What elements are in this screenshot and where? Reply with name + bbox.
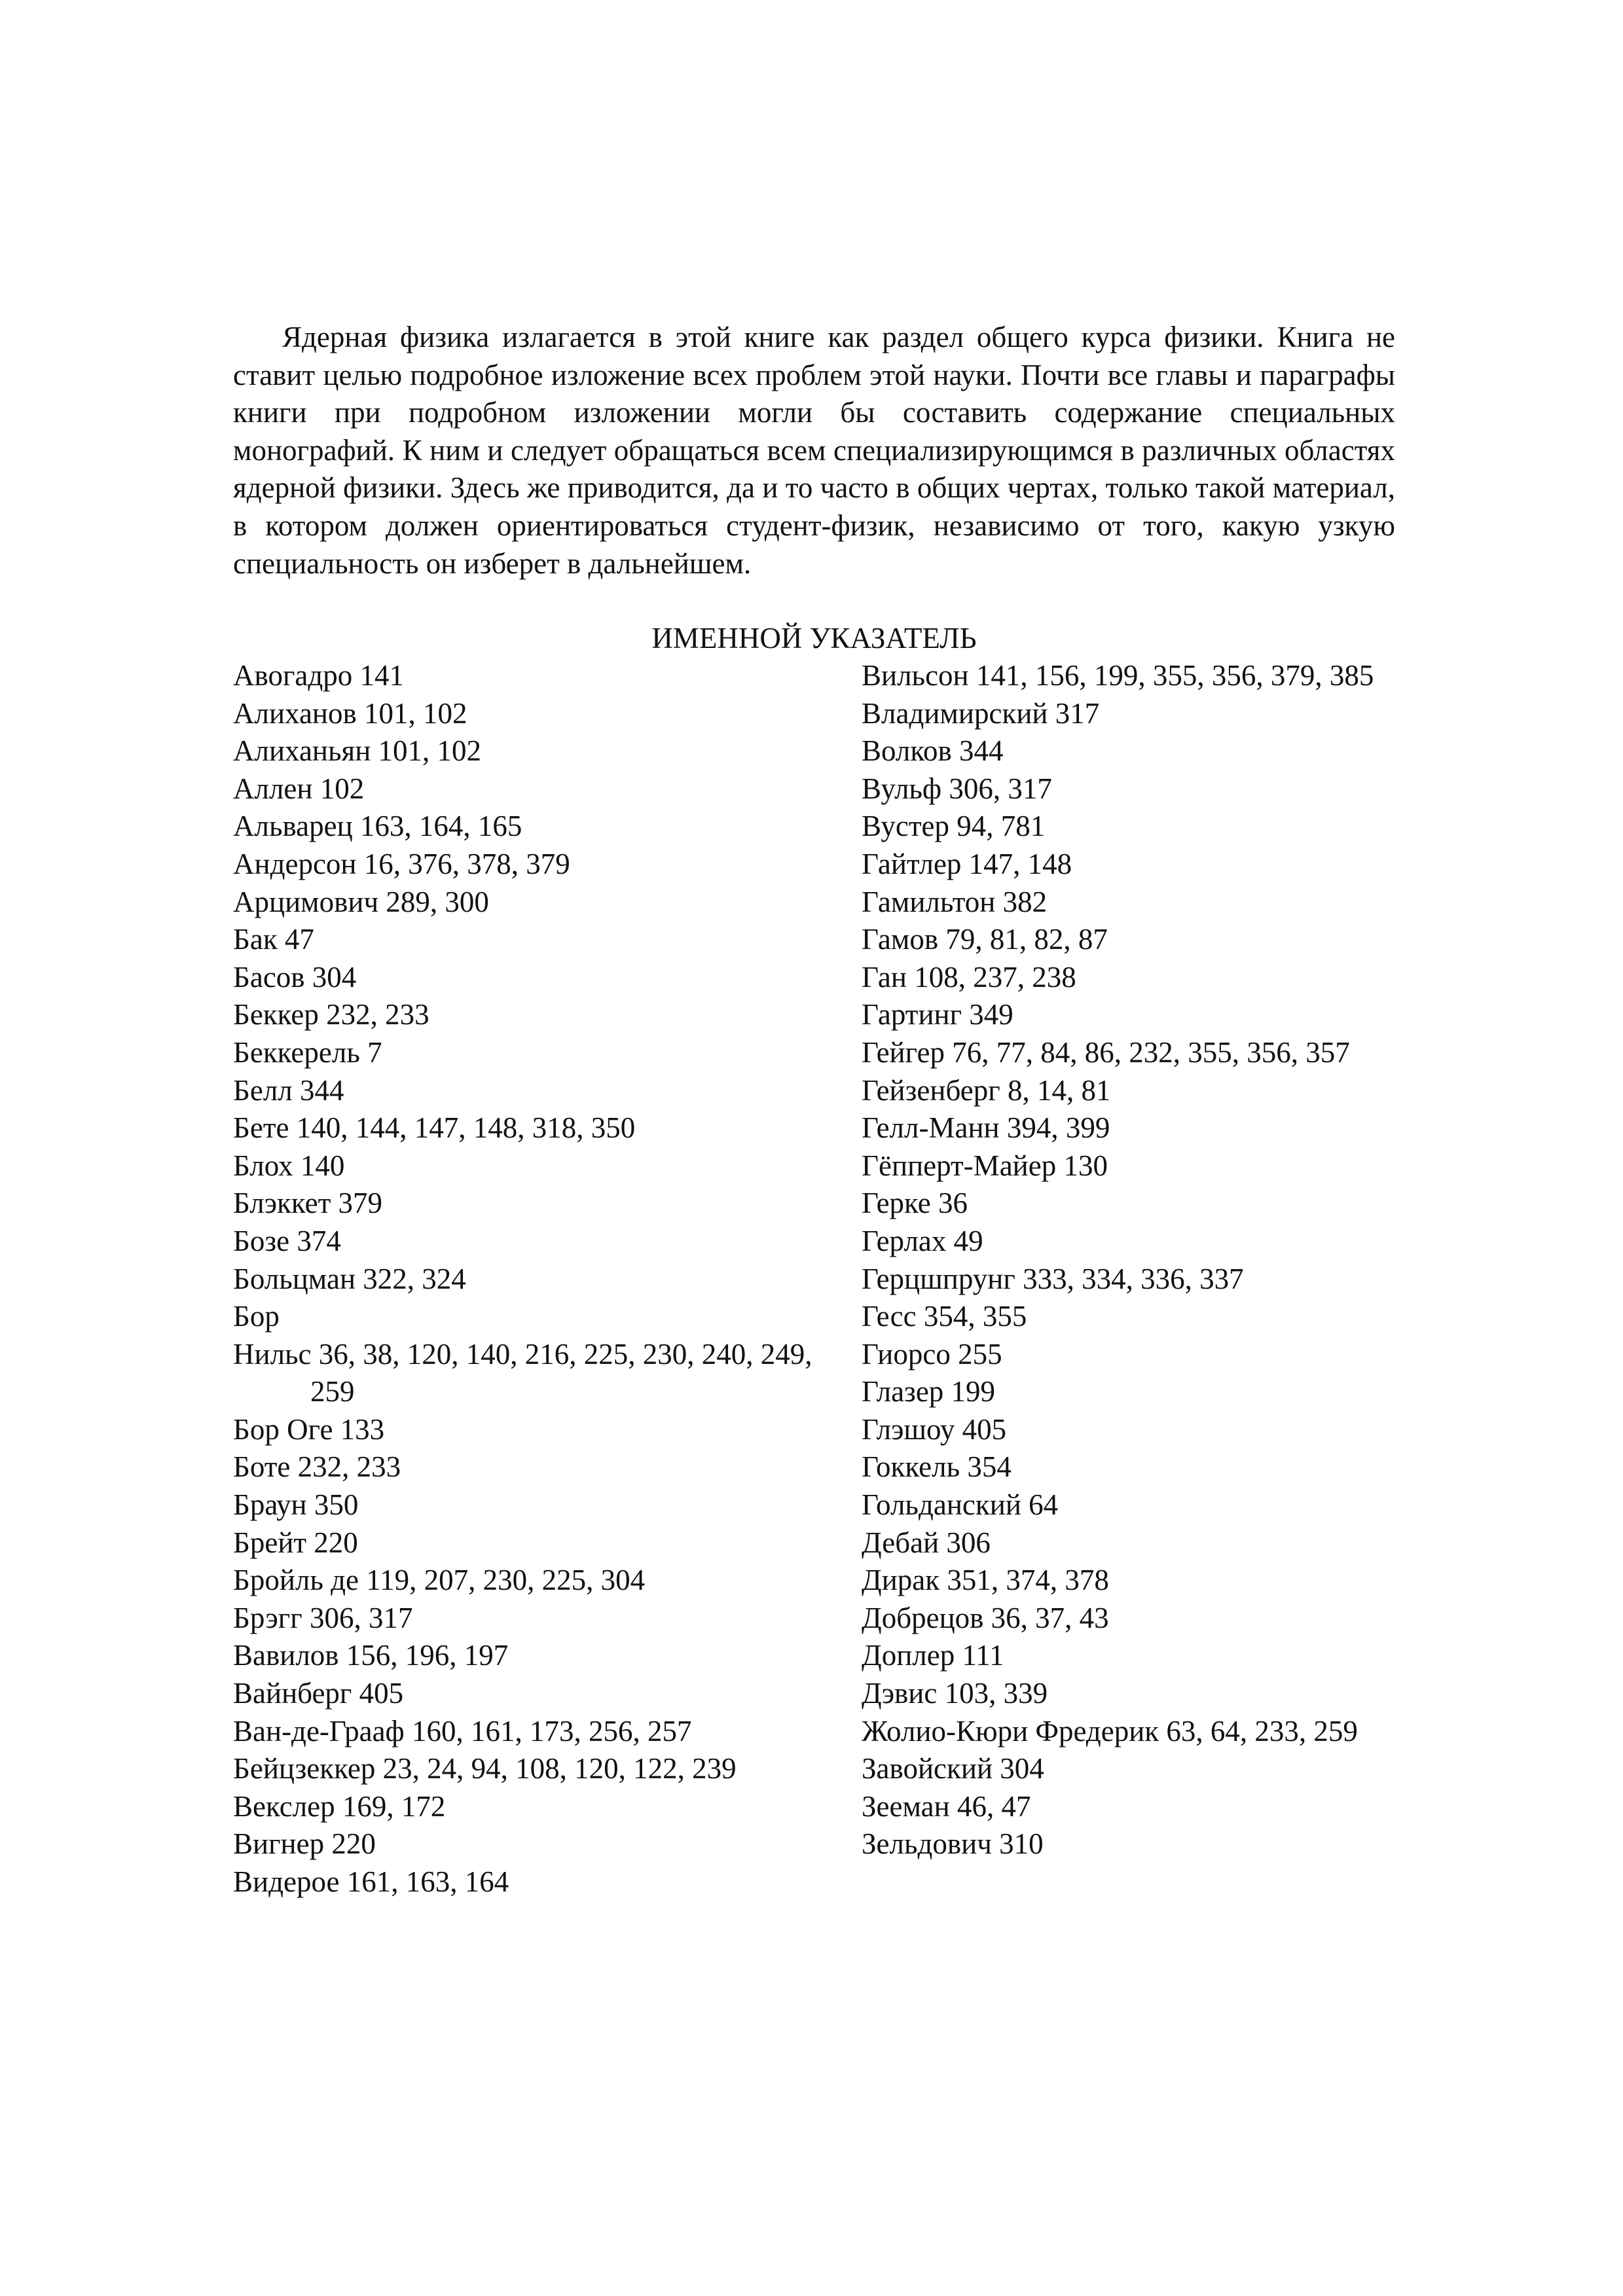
index-entry: Алиханьян 101, 102 [233, 734, 482, 768]
index-entry: Бор Оге 133 [233, 1412, 385, 1446]
index-entry: Глазер 199 [862, 1375, 996, 1408]
index-entry: Гейзенберг 8, 14, 81 [862, 1073, 1111, 1107]
index-entry: Дебай 306 [862, 1526, 991, 1559]
index-entry: Ван-де-Грааф 160, 161, 173, 256, 257 [233, 1714, 692, 1748]
index-entry: Вайнберг 405 [233, 1677, 404, 1710]
index-entry: Больцман 322, 324 [233, 1262, 466, 1295]
index-entry: Андерсон 16, 376, 378, 379 [233, 847, 570, 880]
index-entry: Нильс 36, 38, 120, 140, 216, 225, 230, 240, 249, 259 [233, 1337, 812, 1408]
index-entry: Брейт 220 [233, 1526, 358, 1559]
index-entry: Бройль де 119, 207, 230, 225, 304 [233, 1564, 646, 1597]
index-entry: Басов 304 [233, 960, 357, 994]
index-entry: Алиханов 101, 102 [233, 696, 467, 730]
index-entry: Бете 140, 144, 147, 148, 318, 350 [233, 1111, 636, 1145]
index-entry: Гамов 79, 81, 82, 87 [862, 923, 1108, 956]
index-entry: Бор [233, 1300, 280, 1333]
index-entry: Гейгер 76, 77, 84, 86, 232, 355, 356, 357 [862, 1035, 1350, 1069]
index-entry: Авогадро 141 [233, 659, 405, 692]
index-entry: Гартинг 349 [862, 998, 1013, 1031]
index-entry: Вульф 306, 317 [862, 772, 1052, 805]
index-entry: Беккер 232, 233 [233, 998, 429, 1031]
index-entry: Векслер 169, 172 [233, 1789, 446, 1823]
index-entry: Бейцзеккер 23, 24, 94, 108, 120, 122, 239 [233, 1752, 737, 1785]
index-entry: Гольданский 64 [862, 1488, 1059, 1522]
index-entry: Дирак 351, 374, 378 [862, 1564, 1109, 1597]
index-entry: Вигнер 220 [233, 1827, 376, 1861]
index-entry: Блэккет 379 [233, 1187, 383, 1220]
index-entry: Герцшпрунг 333, 334, 336, 337 [862, 1262, 1244, 1295]
index-entry: Бак 47 [233, 923, 314, 956]
index-entry: Блох 140 [233, 1149, 345, 1182]
index-entry: Владимирский 317 [862, 696, 1100, 730]
index-entry: Герлах 49 [862, 1224, 983, 1257]
index-entry: Альварец 163, 164, 165 [233, 810, 522, 843]
index-entry: Браун 350 [233, 1488, 359, 1522]
index-left-column [233, 657, 848, 1901]
index-entry: Жолио-Кюри Фредерик 63, 64, 233, 259 [862, 1714, 1358, 1748]
index-entry: Глэшоу 405 [862, 1412, 1007, 1446]
index-entry: Добрецов 36, 37, 43 [862, 1601, 1109, 1634]
index-entry: Вильсон 141, 156, 199, 355, 356, 379, 385 [862, 659, 1374, 692]
index-entry: Завойский 304 [862, 1752, 1044, 1785]
index-entry: Брэгг 306, 317 [233, 1601, 413, 1634]
index-entry: Ган 108, 237, 238 [862, 960, 1076, 994]
index-entry: Гайтлер 147, 148 [862, 847, 1072, 880]
index-entry: Вустер 94, 781 [862, 810, 1046, 843]
index-right-column [862, 657, 1412, 1863]
index-entry: Доплер 111 [862, 1639, 1004, 1672]
index-entry: Гамильтон 382 [862, 885, 1048, 918]
index-entry: Бозе 374 [233, 1224, 341, 1257]
index-entry: Дэвис 103, 339 [862, 1677, 1048, 1710]
index-entry: Гоккель 354 [862, 1450, 1012, 1484]
index-title: ИМЕННОЙ УКАЗАТЕЛЬ [651, 622, 977, 655]
index-entry: Боте 232, 233 [233, 1450, 401, 1484]
index-entry: Вавилов 156, 196, 197 [233, 1639, 509, 1672]
index-entry: Видерое 161, 163, 164 [233, 1865, 509, 1898]
index-entry: Аллен 102 [233, 772, 365, 805]
index-entry: Волков 344 [862, 734, 1004, 768]
index-entry: Зееман 46, 47 [862, 1789, 1031, 1823]
index-entry: Гёпперт-Майер 130 [862, 1149, 1108, 1182]
index-entry: Белл 344 [233, 1073, 344, 1107]
index-entry: Арцимович 289, 300 [233, 885, 489, 918]
index-entry: Гесс 354, 355 [862, 1300, 1027, 1333]
index-entry: Гелл-Манн 394, 399 [862, 1111, 1110, 1145]
index-entry: Герке 36 [862, 1187, 968, 1220]
intro-paragraph: Ядерная физика излагается в этой книге как раздел общего курса физики. Книга не ставит целью подробное изложение всех проблем этой науки. Почти все главы и параграфы книги при подробном изложении могли бы составить содержание специальных монографий. К ним и следует обращаться всем специализирующимся в различных областях ядерной физики. Здесь же приводится, да и то часто в общих чертах, только такой материал, в котором должен ориентироваться студент-физик, независимо от того, какую узкую специальность он изберет в дальнейшем. [233, 321, 1395, 580]
index-entry: Зельдович 310 [862, 1827, 1044, 1861]
index-entry: Беккерель 7 [233, 1035, 382, 1069]
index-entry: Гиорсо 255 [862, 1337, 1002, 1371]
